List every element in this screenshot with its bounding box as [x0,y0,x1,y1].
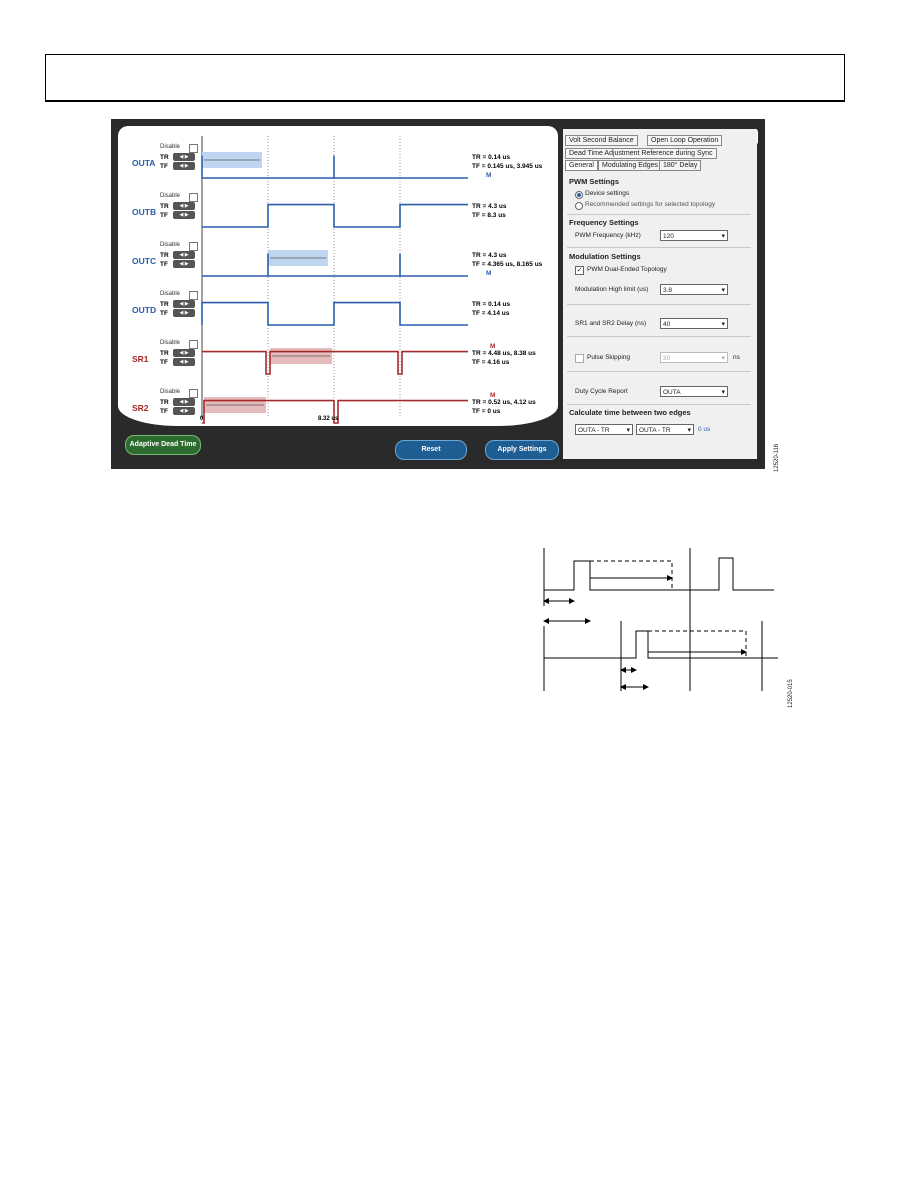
time-axis-start: 0 [200,416,204,422]
duty-cycle-report-select[interactable]: OUTA ▾ [660,386,728,397]
adaptive-dead-time-button[interactable]: Adaptive Dead Time [125,435,201,455]
tr-label: TR [160,203,169,210]
divider [567,247,751,248]
tab-open-loop-operation[interactable]: Open Loop Operation [647,135,722,146]
divider [567,214,751,215]
divider [567,404,751,405]
tr-label: TR [160,154,169,161]
recommended-settings-label: Recommended settings for selected topology [585,201,716,208]
settings-panel [563,129,757,459]
reset-button[interactable]: Reset [395,440,467,460]
tr-value: TR = 4.48 us, 8.38 us [472,350,536,357]
marker-m: M [490,392,496,399]
tab-180-delay[interactable]: 180° Delay [659,160,701,171]
edge-time-result: 0 us [698,426,711,433]
device-settings-radio[interactable] [575,191,583,199]
sr-delay-label: SR1 and SR2 Delay (ns) [575,320,647,327]
disable-label: Disable [160,193,181,199]
device-settings-label: Device settings [585,190,630,197]
disable-checkbox[interactable] [189,389,198,398]
pulse-skipping-label: Pulse Skipping [587,354,630,361]
channel-name-outa: OUTA [132,158,156,168]
tr-stepper[interactable]: ◀ ▶ [173,153,195,161]
duty-cycle-report-label: Duty Cycle Report [575,388,628,395]
disable-label: Disable [160,389,181,395]
channel-name-outb: OUTB [132,207,157,217]
tr-stepper[interactable]: ◀ ▶ [173,300,195,308]
recommended-settings-radio[interactable] [575,202,583,210]
pwm-frequency-label: PWM Frequency (kHz) [575,232,641,239]
tr-value: TR = 4.3 us [472,203,507,210]
dual-ended-topology-label: PWM Dual-Ended Topology [587,266,667,273]
tr-label: TR [160,301,169,308]
tf-value: TF = 0.145 us, 3.945 us [472,163,543,170]
disable-checkbox[interactable] [189,193,198,202]
sr-delay-select[interactable]: 40 ▾ [660,318,728,329]
tf-stepper[interactable]: ◀ ▶ [173,260,195,268]
pulse-skipping-unit: ns [733,354,740,361]
pwm-frequency-select[interactable]: 120 ▾ [660,230,728,241]
tf-label: TF [160,261,168,268]
tf-stepper[interactable]: ◀ ▶ [173,407,195,415]
lower-waveform [544,631,778,658]
edge2-select[interactable]: OUTA - TR ▾ [636,424,694,435]
disable-label: Disable [160,291,181,297]
dual-ended-topology-checkbox[interactable]: ✓ [576,267,583,274]
tab-dead-time-adjustment[interactable]: Dead Time Adjustment Reference during Sync [565,148,717,159]
channel-name-sr2: SR2 [132,403,149,413]
waveform-svg [118,126,558,426]
tab-volt-second-balance[interactable]: Volt Second Balance [565,135,638,146]
waveform-outd [202,303,468,325]
frequency-settings-title: Frequency Settings [569,218,639,227]
timing-diagram [536,546,786,706]
tf-label: TF [160,408,168,415]
tf-value: TF = 0 us [472,408,501,415]
pulse-skipping-select[interactable]: 30 ▾ [660,352,728,363]
tr-label: TR [160,350,169,357]
divider [567,371,751,372]
tr-value: TR = 0.14 us [472,301,511,308]
tr-label: TR [160,252,169,259]
tab-general[interactable]: General [565,160,598,171]
disable-checkbox[interactable] [189,340,198,349]
edge1-select[interactable]: OUTA - TR ▾ [575,424,633,435]
marker-m: M [486,172,492,179]
disable-label: Disable [160,242,181,248]
marker-m: M [490,343,496,350]
page-header-box [45,54,845,102]
marker-m: M [486,270,492,277]
apply-settings-button[interactable]: Apply Settings [485,440,559,460]
tr-value: TR = 0.52 us, 4.12 us [472,399,536,406]
disable-label: Disable [160,144,181,150]
pwm-settings-title: PWM Settings [569,177,619,186]
waveform-outc [202,254,468,276]
divider [567,336,751,337]
tr-value: TR = 4.3 us [472,252,507,259]
tf-label: TF [160,310,168,317]
tf-stepper[interactable]: ◀ ▶ [173,309,195,317]
tf-stepper[interactable]: ◀ ▶ [173,211,195,219]
tf-value: TF = 4.16 us [472,359,510,366]
pulse-skipping-checkbox[interactable] [575,354,584,363]
figure-bottom-id: 12520-015 [788,679,794,708]
upper-waveform [544,558,774,590]
lower-dashed-pulse [648,631,746,658]
tf-label: TF [160,163,168,170]
channel-name-outc: OUTC [132,256,157,266]
tr-stepper[interactable]: ◀ ▶ [173,349,195,357]
tr-stepper[interactable]: ◀ ▶ [173,398,195,406]
divider [567,304,751,305]
tf-value: TF = 4.14 us [472,310,510,317]
tf-stepper[interactable]: ◀ ▶ [173,358,195,366]
channel-name-sr1: SR1 [132,354,149,364]
disable-label: Disable [160,340,181,346]
modulation-settings-title: Modulation Settings [569,252,641,261]
tf-label: TF [160,359,168,366]
gui-screenshot [111,119,765,469]
modulation-high-limit-label: Modulation High limit (us) [575,286,649,293]
disable-checkbox[interactable] [189,291,198,300]
waveform-outb [202,205,468,227]
tf-value: TF = 8.3 us [472,212,506,219]
waveform-panel [118,126,558,426]
disable-checkbox[interactable] [189,242,198,251]
upper-dashed-pulse [590,561,672,590]
figure-top-id: 12520-116 [774,443,780,472]
tr-stepper[interactable]: ◀ ▶ [173,251,195,259]
tr-value: TR = 0.14 us [472,154,511,161]
tf-value: TF = 4.365 us, 8.165 us [472,261,543,268]
tf-label: TF [160,212,168,219]
time-axis-mid: 8.32 us [318,416,339,422]
waveform-sr1 [202,352,468,374]
modulation-high-limit-select[interactable]: 3.8 ▾ [660,284,728,295]
tr-stepper[interactable]: ◀ ▶ [173,202,195,210]
calc-edges-title: Calculate time between two edges [569,408,691,417]
tr-label: TR [160,399,169,406]
tab-modulating-edges[interactable]: Modulating Edges [598,160,662,171]
disable-checkbox[interactable] [189,144,198,153]
channel-name-outd: OUTD [132,305,157,315]
tf-stepper[interactable]: ◀ ▶ [173,162,195,170]
